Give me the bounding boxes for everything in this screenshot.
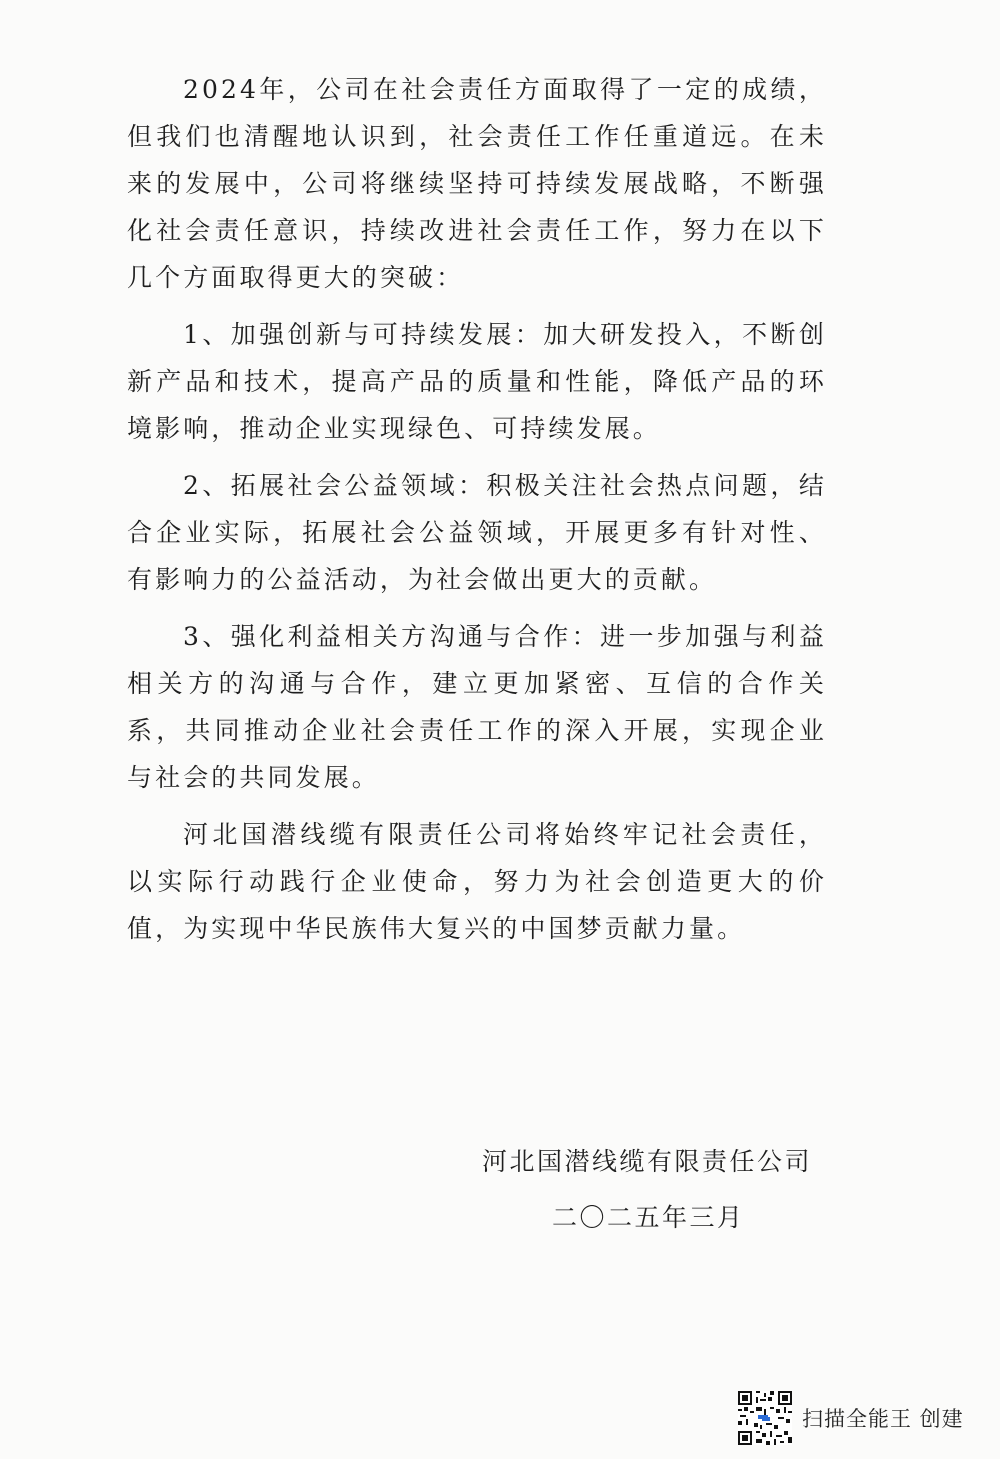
qr-code-icon	[738, 1391, 792, 1445]
scanner-watermark	[738, 1390, 964, 1446]
paragraph-item-2: 2、拓展社会公益领域：积极关注社会热点问题，结合企业实际，拓展社会公益领域，开展更多有针对性、有影响力的公益活动，为社会做出更大的贡献。	[127, 471, 827, 594]
signature-organization: 河北国潜线缆有限责任公司	[482, 1147, 813, 1176]
paragraph-intro: 2024年，公司在社会责任方面取得了一定的成绩，但我们也清醒地认识到，社会责任工作任重道远。在未来的发展中，公司将继续坚持可持续发展战略，不断强化社会责任意识，持续改进社会责任工作，努力在以下几个方面取得更大的突破：	[127, 75, 827, 292]
paragraph-item-3: 3、强化利益相关方沟通与合作：进一步加强与利益相关方的沟通与合作，建立更加紧密、互信的合作关系，共同推动企业社会责任工作的深入开展，实现企业与社会的共同发展。	[127, 622, 827, 792]
scanner-watermark-text: 扫描全能王 创建	[802, 1407, 964, 1431]
paragraph-item-1: 1、加强创新与可持续发展：加大研发投入，不断创新产品和技术，提高产品的质量和性能，降低产品的环境影响，推动企业实现绿色、可持续发展。	[127, 320, 827, 443]
signature-date: 二〇二五年三月	[552, 1203, 745, 1232]
document-body	[127, 66, 827, 962]
paragraph-closing: 河北国潜线缆有限责任公司将始终牢记社会责任，以实际行动践行企业使命，努力为社会创造更大的价值，为实现中华民族伟大复兴的中国梦贡献力量。	[127, 820, 827, 943]
